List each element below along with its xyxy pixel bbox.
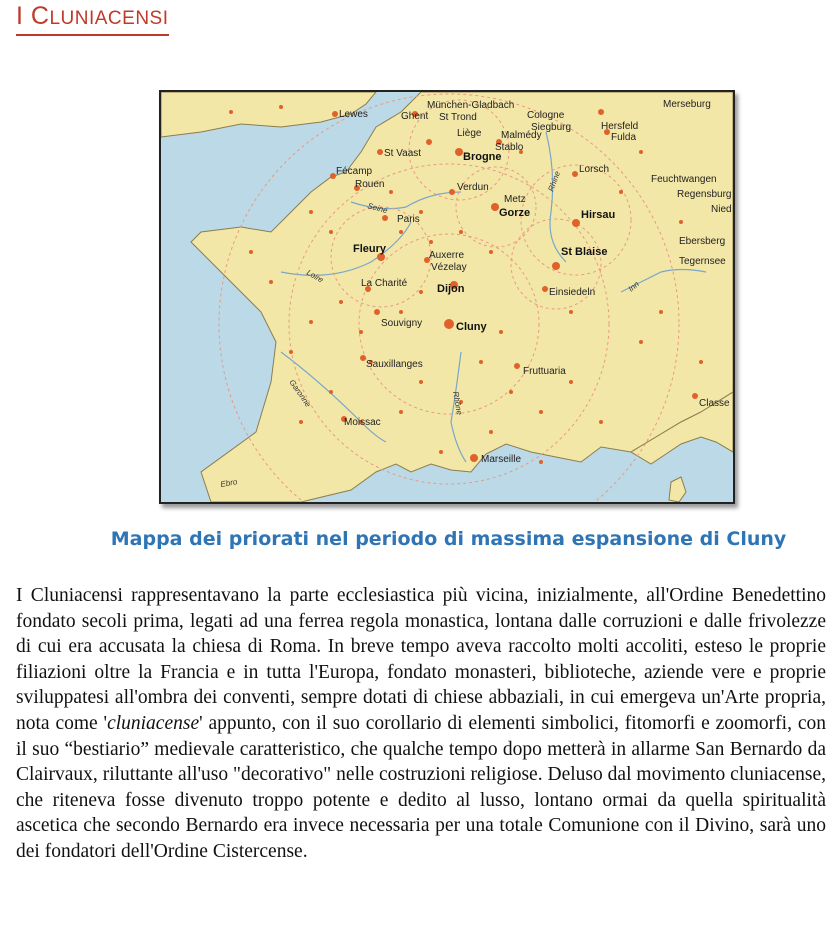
label-rouen: Rouen xyxy=(355,179,385,190)
label-hirsau: Hirsau xyxy=(581,209,616,221)
label-river-inn: Inn xyxy=(626,279,641,294)
label-cluny: Cluny xyxy=(456,321,487,333)
label-sauxillanges: Sauxillanges xyxy=(366,359,423,370)
label-munchen-gladbach: München-Gladbach xyxy=(427,100,515,111)
map-caption: Mappa dei priorati nel periodo di massima espansione di Cluny xyxy=(110,528,787,550)
label-river-loire: Loire xyxy=(305,267,325,285)
label-river-rhine: Rhine xyxy=(546,169,563,193)
label-paris: Paris xyxy=(397,214,420,225)
section-heading xyxy=(16,2,169,36)
label-feuchtwangen: Feuchtwangen xyxy=(651,174,717,185)
label-la-charite: La Charité xyxy=(361,278,408,289)
label-malmedy: Malmédy xyxy=(501,130,542,141)
label-lewes: Lewes xyxy=(339,109,368,120)
label-verdun: Verdun xyxy=(457,182,489,193)
label-fruttuaria: Fruttuaria xyxy=(523,366,566,377)
label-stablo: Stablo xyxy=(495,142,524,153)
label-ghent: Ghent xyxy=(401,111,429,122)
label-siegburg: Siegburg xyxy=(531,122,572,133)
label-tegernsee: Tegernsee xyxy=(679,256,726,267)
priories-map xyxy=(159,90,735,504)
label-hersfeld: Hersfeld xyxy=(601,121,639,132)
paragraph-text-2: ' appunto, con il suo corollario di elementi simbolici, fitomorfi e zoomorfi, con il suo “bestiario” medievale caratteristico, che qualche tempo dopo metterà in allarme San Bernardo da Clairvaux, riluttante all'uso "decorativo" nelle costruzioni religiose. Deluso dal movimento cluniacense, che riteneva fosse divenuto troppo potente e dedito al lusso, lontano ormai da quella spiritualità ascetica che secondo Bernardo era invece necessaria per una totale Comunione con il Divino, sarà uno dei fondatori dell'Ordine Cistercense. xyxy=(16,712,826,862)
label-classe: Classe xyxy=(699,398,730,409)
label-moissac: Moissac xyxy=(344,417,381,428)
body-paragraph xyxy=(16,583,826,865)
label-auxerre: Auxerre xyxy=(429,250,465,261)
label-lorsch: Lorsch xyxy=(579,164,610,175)
label-metz: Metz xyxy=(504,194,526,205)
label-river-ebro: Ebro xyxy=(219,477,238,489)
label-liege: Liège xyxy=(457,128,482,139)
label-river-rhone: Rhône xyxy=(451,390,464,416)
label-cologne: Cologne xyxy=(527,110,565,121)
paragraph-emphasis: cluniacense xyxy=(107,712,200,734)
label-st-vaast: St Vaast xyxy=(384,148,422,159)
heading-smallcaps: LUNIACENSI xyxy=(49,8,169,29)
label-marseille: Marseille xyxy=(481,454,522,465)
label-regensburg: Regensburg xyxy=(677,189,732,200)
label-einsiedeln: Einsiedeln xyxy=(549,287,596,298)
label-ebersberg: Ebersberg xyxy=(679,236,726,247)
label-dijon: Dijon xyxy=(437,283,465,295)
label-st-trond: St Trond xyxy=(439,112,477,123)
label-river-seine: Seine xyxy=(366,201,389,216)
label-fleury: Fleury xyxy=(353,243,387,255)
label-brogne: Brogne xyxy=(463,151,502,163)
heading-initial: C xyxy=(30,2,50,30)
label-souvigny: Souvigny xyxy=(381,318,423,329)
label-river-garonne: Garonne xyxy=(287,377,313,409)
label-nied: Nied xyxy=(711,204,732,215)
paragraph-text-1: I Cluniacensi rappresentavano la parte ecclesiastica più vicina, inizialmente, all'Ordine Benedettino fondato secoli prima, legati ad una ferrea regola monastica, lontana dalle corruzioni e dalle frivolezze di cui era accusata la chiesa di Roma. In breve tempo aveva raccolto molti accoliti, esteso le proprie filiazioni oltre la Francia e in tutta l'Europa, fondato monasteri, biblioteche, aziende vere e proprie sviluppatesi all'ombra dei conventi, sempre dotati di chiese abbaziali, in cui emergeva un'Arte propria, nota come ' xyxy=(16,585,826,734)
label-gorze: Gorze xyxy=(499,207,531,219)
label-fulda: Fulda xyxy=(611,132,637,143)
label-merseburg: Merseburg xyxy=(663,99,711,110)
map-svg xyxy=(161,92,733,502)
label-vezelay: Vézelay xyxy=(431,262,467,273)
label-fecamp: Fécamp xyxy=(336,166,373,177)
label-st-blaise: St Blaise xyxy=(561,246,608,258)
heading-prefix: I xyxy=(16,2,31,30)
